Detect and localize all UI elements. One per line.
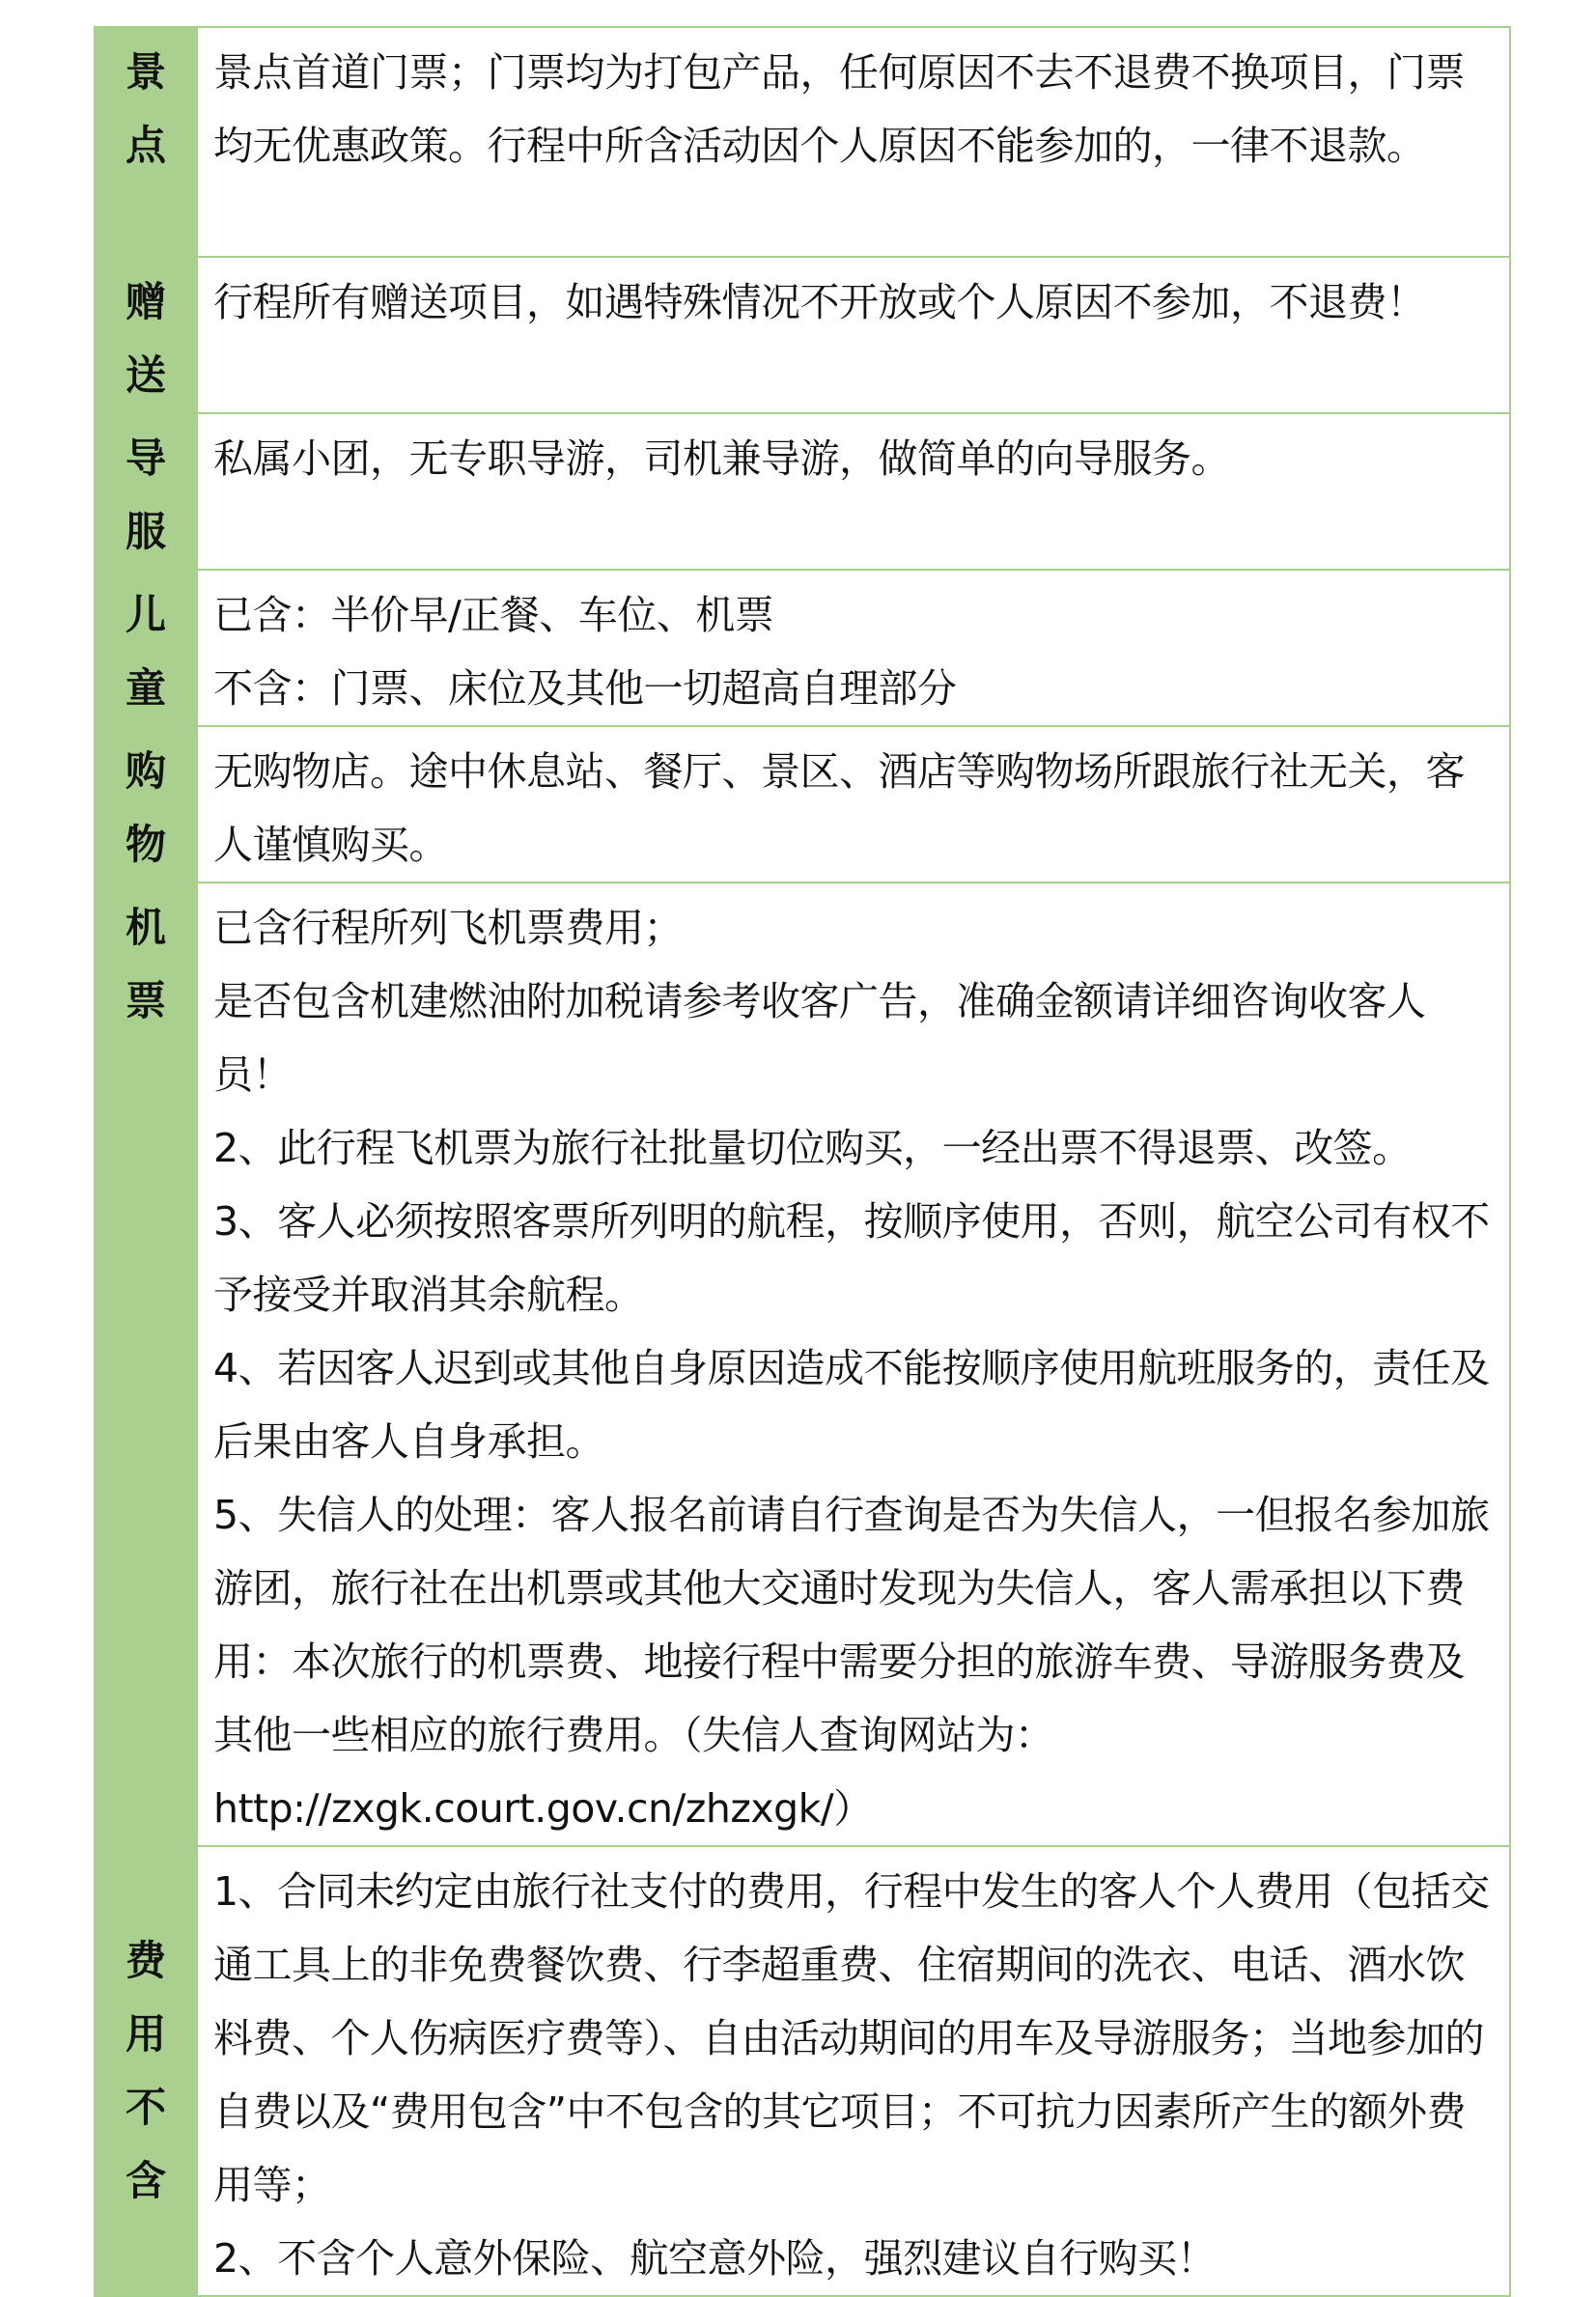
content-line: 已含：半价早/正餐、车位、机票 <box>213 592 774 638</box>
row-label-char: 票 <box>125 977 166 1024</box>
table-row <box>95 882 1510 1846</box>
content-line: 1、合同未约定由旅行社支付的费用，行程中发生的客人个人费用（包括交通工具上的非免费餐饮费、行李超重费、住宿期间的洗衣、电话、酒水饮料费、个人伤病医疗费等）、自由活动期间的用车及导游服务；当地参加的自费以及“费用包含”中不包含的其它项目；不可抗力因素所产生的额外费用等； <box>213 1868 1490 2208</box>
content-line: 私属小团，无专职导游，司机兼导游，做简单的向导服务。 <box>213 435 1230 482</box>
content-line: 已含行程所列飞机票费用； <box>213 905 683 951</box>
row-label <box>95 27 197 257</box>
table-row <box>95 726 1510 882</box>
row-content <box>197 27 1510 257</box>
row-label-char: 儿 <box>125 591 166 638</box>
content-line: 2、此行程飞机票为旅行社批量切位购买，一经出票不得退票、改签。 <box>213 1125 1412 1171</box>
content-line: 5、失信人的处理：客人报名前请自行查询是否为失信人，一但报名参加旅游团，旅行社在出机票或其他大交通时发现为失信人，客人需承担以下费用：本次旅行的机票费、地接行程中需要分担的旅游车费、导游服务费及其他一些相应的旅行费用。（失信人查询网站为：http://zxgk.court.gov.cn/zhzxgk/） <box>213 1492 1490 1832</box>
row-label-char: 服 <box>125 508 166 555</box>
table-row <box>95 570 1510 726</box>
row-label-char: 费 <box>125 1937 166 1984</box>
row-label-char: 送 <box>125 351 166 399</box>
row-content <box>197 726 1510 882</box>
content-line: 不含：门票、床位及其他一切超高自理部分 <box>213 665 957 712</box>
row-label-char: 景 <box>125 48 166 96</box>
content-line: 2、不含个人意外保险、航空意外险，强烈建议自行购买！ <box>213 2235 1217 2282</box>
row-label <box>95 570 197 726</box>
row-label-text <box>96 735 196 882</box>
row-label-char: 童 <box>125 664 166 712</box>
row-label <box>95 257 197 413</box>
table-row <box>95 257 1510 413</box>
row-label <box>95 1846 197 2296</box>
content-line: 行程所有赠送项目，如遇特殊情况不开放或个人原因不参加，不退费！ <box>213 279 1426 325</box>
row-label-char: 赠 <box>125 278 166 325</box>
row-label <box>95 726 197 882</box>
content-line: 3、客人必须按照客票所列明的航程，按顺序使用，否则，航空公司有权不予接受并取消其余航程。 <box>213 1198 1490 1318</box>
row-label-char: 导 <box>125 434 166 482</box>
table-row <box>95 413 1510 570</box>
row-label-text <box>96 1924 196 2218</box>
row-content <box>197 413 1510 570</box>
row-label-text <box>96 891 196 1038</box>
content-line: 景点首道门票；门票均为打包产品，任何原因不去不退费不换项目，门票均无优惠政策。行程中所含活动因个人原因不能参加的，一律不退款。 <box>213 49 1465 169</box>
row-label-text <box>96 422 196 569</box>
row-label-text <box>96 578 196 725</box>
row-content <box>197 257 1510 413</box>
row-label-char: 用 <box>125 2010 166 2058</box>
row-label-char: 含 <box>125 2157 166 2204</box>
row-label-char: 不 <box>125 2084 166 2131</box>
table-row <box>95 1846 1510 2296</box>
row-label-char: 点 <box>125 122 166 169</box>
row-label-char: 机 <box>125 904 166 951</box>
travel-terms-table <box>94 26 1511 2297</box>
content-line: 无购物店。途中休息站、餐厅、景区、酒店等购物场所跟旅行社无关，客人谨慎购买。 <box>213 748 1465 868</box>
row-label-char: 购 <box>125 747 166 795</box>
row-content <box>197 882 1510 1846</box>
row-content <box>197 570 1510 726</box>
table-row <box>95 27 1510 257</box>
row-label-text <box>96 266 196 412</box>
content-line: 4、若因客人迟到或其他自身原因造成不能按顺序使用航班服务的，责任及后果由客人自身承担。 <box>213 1345 1490 1465</box>
row-label <box>95 882 197 1846</box>
content-line: 是否包含机建燃油附加税请参考收客广告，准确金额请详细咨询收客人员！ <box>213 978 1426 1098</box>
row-label-char: 物 <box>125 821 166 868</box>
row-content <box>197 1846 1510 2296</box>
row-label-text <box>96 36 196 182</box>
row-label <box>95 413 197 570</box>
